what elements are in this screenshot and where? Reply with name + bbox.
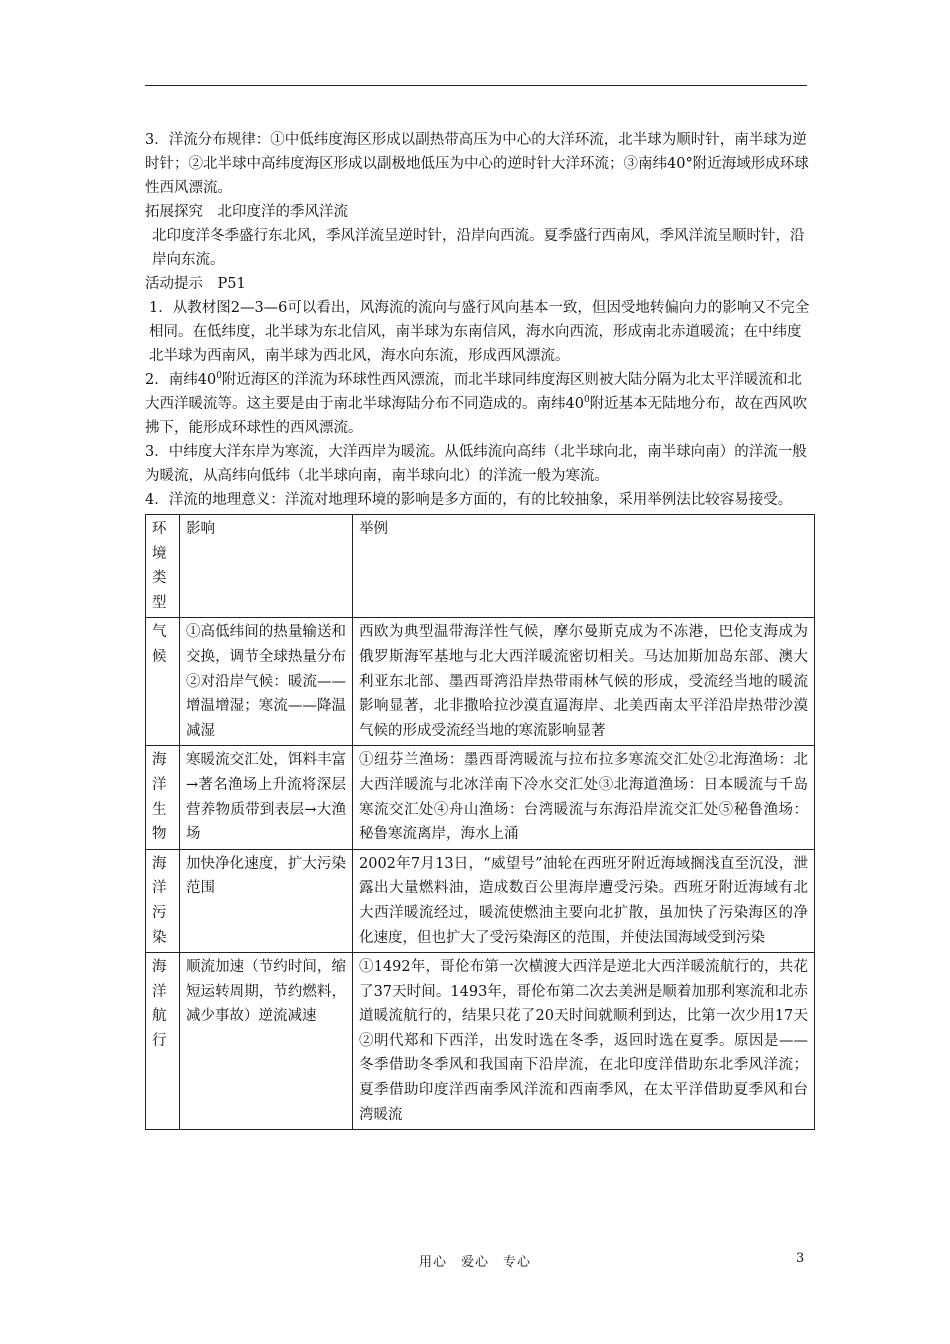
page-number: 3	[796, 1251, 805, 1266]
paragraph-activity-3: 3．中纬度大洋东岸为寒流，大洋西岸为暖流。从低纬流向高纬（北半球向北，南半球向南）的洋流一般为暖流，从高纬向低纬（北半球向南，南半球向北）的洋流一般为寒流。	[145, 444, 807, 484]
table-cell-type: 气候	[146, 618, 180, 746]
paragraph-activity-2: 2．南纬$40^0$附近海区的洋流为环球性西风漂流，而北半球同纬度海区则被大陆分隔为北太平洋暖流和北大西洋暖流等。这主要是由于南北半球海陆分布不同造成的。南纬$40^0$附近基本无陆地分布，故在西风吹拂下，能形成环球性的西风漂流。	[145, 371, 808, 436]
section-heading-extension: 拓展探究 北印度洋的季风洋流	[145, 204, 348, 220]
footer-motto: 用心 爱心 专心	[418, 1255, 531, 1270]
table-row	[146, 618, 815, 746]
paragraph-activity-1: 1．从教材图2—3—6可以看出，风海流的流向与盛行风向基本一致，但因受地转偏向力的影响又不完全相同。在低纬度，北半球为东北信风，南半球为东南信风，海水向西流，形成南北赤道暖流；在中纬度北半球为西南风，南半球为西北风，海水向东流，形成西风漂流。	[149, 300, 810, 364]
table-row	[146, 849, 815, 952]
table-row	[146, 953, 815, 1130]
table-header-cell: 举例	[353, 515, 815, 618]
table-cell-effect: 加快净化速度，扩大污染范围	[180, 849, 353, 952]
table-cell-example: 西欧为典型温带海洋性气候，摩尔曼斯克成为不冻港，巴伦支海成为俄罗斯海军基地与北大西洋暖流密切相关。马达加斯加岛东部、澳大利亚东北部、墨西哥湾沿岸热带雨林气候的形成，受流经当地的暖流影响显著，北非撒哈拉沙漠直逼海岸、北美西南太平洋沿岸热带沙漠气候的形成受流经当地的寒流影响显著	[353, 618, 815, 746]
table-cell-effect: 顺流加速（节约时间，缩短运转周期，节约燃料，减少事故）逆流减速	[180, 953, 353, 1130]
table-cell-example: ①1492年，哥伦布第一次横渡大西洋是逆北大西洋暖流航行的，共花了37天时间。1493年，哥伦布第二次去美洲是顺着加那利寒流和北赤道暖流航行的，结果只花了20天时间就顺利到达，比第一次少用17天②明代郑和下西洋，出发时选在冬季，返回时选在夏季。原因是——冬季借助冬季风和我国南下沿岸流，在北印度洋借助东北季风洋流；夏季借助印度洋西南季风洋流和西南季风，在太平洋借助夏季风和台湾暖流	[353, 953, 815, 1130]
header-rule	[145, 85, 807, 86]
table-header-row	[146, 515, 815, 618]
table-cell-example: ①纽芬兰渔场：墨西哥湾暖流与拉布拉多寒流交汇处②北海渔场：北大西洋暖流与北冰洋南下冷水交汇处③北海道渔场：日本暖流与千岛寒流交汇处④舟山渔场：台湾暖流与东海沿岸流交汇处⑤秘鲁渔场：秘鲁寒流离岸，海水上涌	[353, 746, 815, 849]
page-content	[145, 128, 815, 1130]
table-cell-effect: ①高低纬间的热量输送和交换，调节全球热量分布②对沿岸气候：暖流——增温增湿；寒流——降温减湿	[180, 618, 353, 746]
paragraph-current-pattern: 3．洋流分布规律：①中低纬度海区形成以副热带高压为中心的大洋环流，北半球为顺时针，南半球为逆时针；②北半球中高纬度海区形成以副极地低压为中心的逆时针大洋环流；③南纬40°附近海域形成环球性西风漂流。	[145, 132, 809, 196]
ocean-current-impact-table	[145, 514, 815, 1130]
paragraph-monsoon-current: 北印度洋冬季盛行东北风，季风洋流呈逆时针，沿岸向西流。夏季盛行西南风，季风洋流呈顺时针，沿岸向东流。	[152, 228, 805, 268]
section-heading-activity: 活动提示 P51	[145, 276, 246, 292]
table-cell-type: 海洋生物	[146, 746, 180, 849]
paragraph-activity-4: 4．洋流的地理意义：洋流对地理环境的影响是多方面的，有的比较抽象，采用举例法比较容易接受。	[145, 492, 793, 508]
table-header-cell: 环境类型	[146, 515, 180, 618]
table-cell-effect: 寒暖流交汇处，饵料丰富→著名渔场上升流将深层营养物质带到表层→大渔场	[180, 746, 353, 849]
table-cell-type: 海洋污染	[146, 849, 180, 952]
table-header-cell: 影响	[180, 515, 353, 618]
table-cell-type: 海洋航行	[146, 953, 180, 1130]
table-row	[146, 746, 815, 849]
table-cell-example: 2002年7月13日，“威望号”油轮在西班牙附近海域搁浅直至沉没，泄露出大量燃料油，造成数百公里海岸遭受污染。西班牙附近海域有北大西洋暖流经过，暖流使燃油主要向北扩散，虽加快了污染海区的净化速度，但也扩大了受污染海区的范围，并使法国海域受到污染	[353, 849, 815, 952]
